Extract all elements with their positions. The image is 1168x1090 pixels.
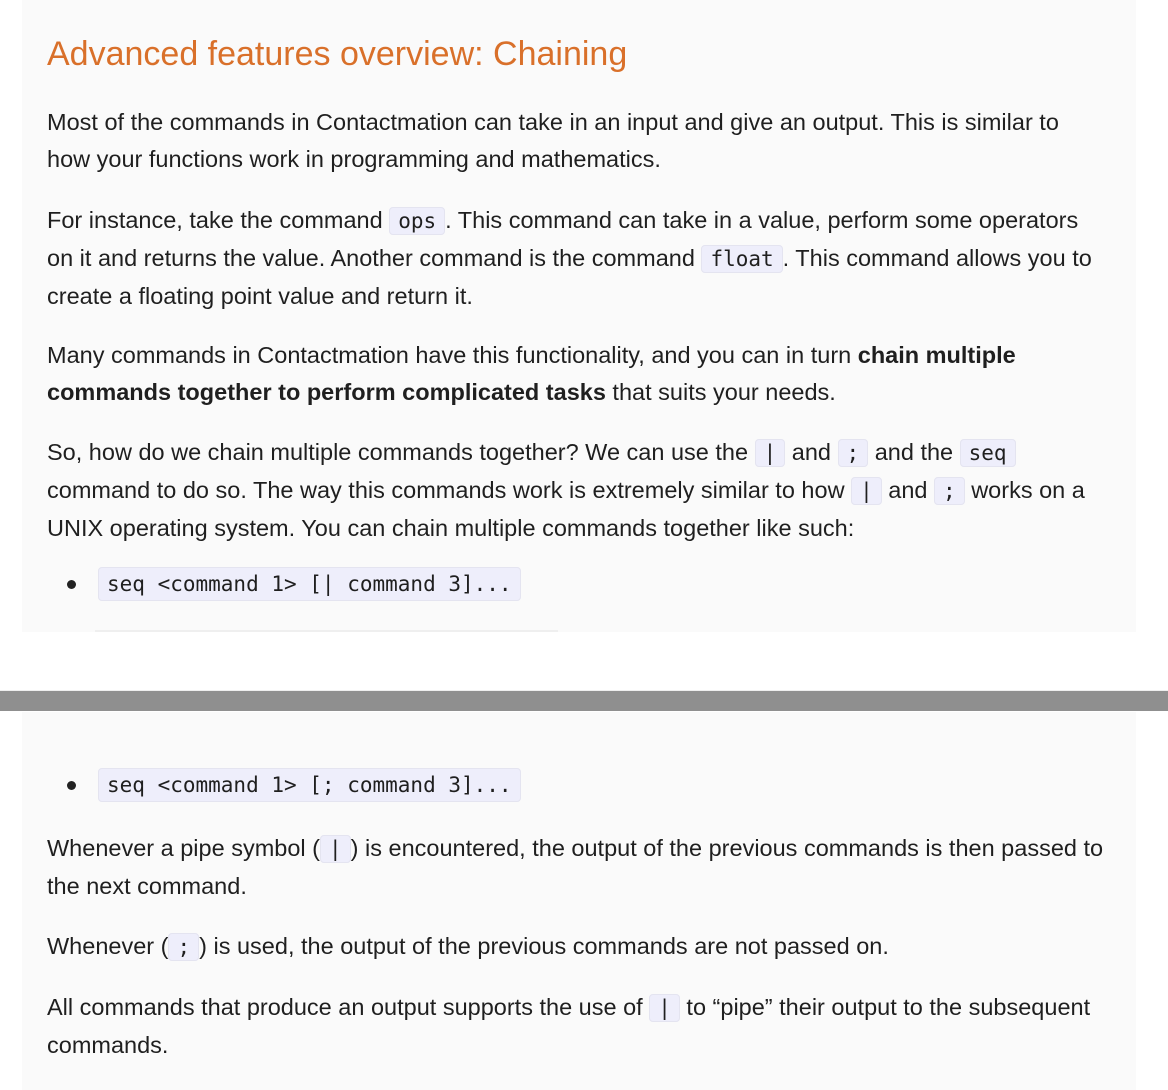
code-float: float <box>701 245 782 273</box>
text: All commands that produce an output supports the use of <box>47 994 650 1020</box>
text: ) is encountered, the output of the previous commands is then passed to the next command. <box>47 835 1104 899</box>
text: | <box>649 994 680 1022</box>
text: and <box>881 477 935 503</box>
text: | <box>320 835 351 863</box>
text: seq <command 1> [| command 3]... <box>98 567 521 601</box>
paragraph-1: Most of the commands in Contactmation can take in an input and give an output. This is similar to how your functions work in programming and mathematics. <box>47 109 1059 172</box>
code-pipe: | <box>755 439 786 467</box>
code-semicolon: ; <box>934 477 965 505</box>
text: command to do so. The way this commands work is extremely similar to how <box>47 477 852 503</box>
document-section-top <box>22 0 1136 632</box>
text: Whenever a pipe symbol ( <box>47 835 320 861</box>
code-ops: ops <box>389 207 445 235</box>
text: seq <command 1> [; command 3]... <box>98 768 521 802</box>
paragraph-2 <box>47 202 1106 315</box>
bullet-icon <box>67 580 76 589</box>
code-pipe: | <box>851 477 882 505</box>
text: . This command allows you to create a floating point value and return it. <box>47 245 1092 309</box>
text: Whenever ( <box>47 933 169 959</box>
code-seq: seq <box>960 439 1016 467</box>
page-title: Advanced features overview: Chaining <box>47 35 628 73</box>
text: For instance, take the command <box>47 207 390 233</box>
page-break-bar <box>0 690 1168 711</box>
text: ; <box>168 933 199 961</box>
text: and <box>785 439 838 465</box>
document-section-bottom <box>22 712 1136 1090</box>
text: chain multiple commands together to perform complicated tasks <box>47 342 1016 405</box>
bullet-icon <box>67 781 76 790</box>
text: to “pipe” their output to the subsequent commands. <box>47 994 1091 1058</box>
text: and the <box>868 439 960 465</box>
text: Many commands in Contactmation have this functionality, and you can in turn <box>47 342 858 368</box>
divider <box>95 630 558 632</box>
paragraph-4 <box>47 434 1106 547</box>
paragraph-3 <box>47 337 1106 411</box>
text: that suits your needs. <box>605 379 836 405</box>
text: ) is used, the output of the previous commands are not passed on. <box>199 933 889 959</box>
list-item <box>67 570 521 597</box>
text: So, how do we chain multiple commands together? We can use the <box>47 439 755 465</box>
paragraph-7 <box>47 989 1106 1064</box>
list-item <box>67 771 521 798</box>
page-title-wrap <box>47 34 1106 74</box>
code-semicolon: ; <box>838 439 869 467</box>
text: . This command can take in a value, perform some operators on it and returns the value. Another command is the command <box>47 207 1079 271</box>
paragraph-6 <box>47 928 1106 966</box>
paragraph-5 <box>47 830 1106 905</box>
text: works on a UNIX operating system. You can chain multiple commands together like such: <box>47 477 1085 541</box>
